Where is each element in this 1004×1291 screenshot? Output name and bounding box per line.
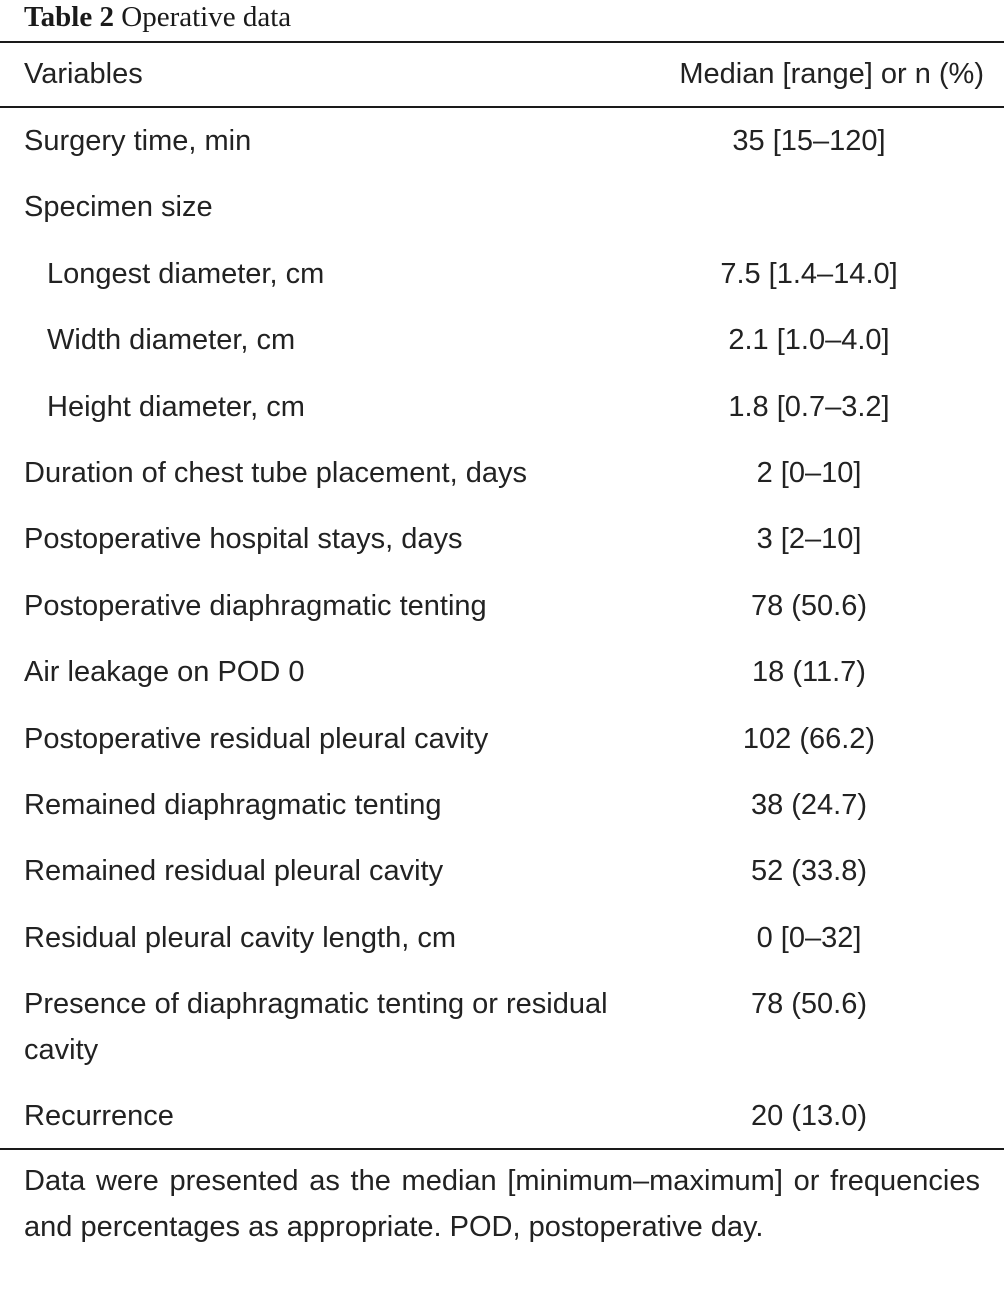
- table-footnote: Data were presented as the median [minimum–maximum] or frequencies and percentages as appropriate. POD, postoperative day.: [24, 1165, 980, 1243]
- table-row-postop-residual-cavity: [0, 706, 1004, 772]
- row-value: 2 [0–10]: [756, 456, 862, 489]
- table-header-row: [0, 43, 1004, 106]
- row-label: Postoperative hospital stays, days: [24, 523, 463, 556]
- table-caption-title: Operative data: [121, 1, 292, 33]
- column-header-median: Median [range] or n (%): [679, 58, 984, 90]
- row-label: Height diameter, cm: [47, 390, 305, 423]
- row-value: 3 [2–10]: [756, 523, 862, 556]
- row-value: 78 (50.6): [750, 988, 868, 1021]
- row-label: Air leakage on POD 0: [24, 656, 305, 689]
- row-value: 20 (13.0): [750, 1100, 868, 1133]
- table-body: [0, 108, 1004, 1149]
- row-value: 102 (66.2): [742, 722, 876, 755]
- row-value: 0 [0–32]: [756, 921, 862, 954]
- table-row-air-leakage: [0, 639, 1004, 705]
- row-label: Recurrence: [24, 1100, 174, 1133]
- table-row-remained-tenting: [0, 772, 1004, 838]
- row-label: Duration of chest tube placement, days: [24, 456, 527, 489]
- row-value: 78 (50.6): [750, 589, 868, 622]
- table-row-remained-residual-cavity: [0, 838, 1004, 904]
- table-row-hospital-stays: [0, 506, 1004, 572]
- row-label: Width diameter, cm: [47, 324, 296, 357]
- table-row-chest-tube-duration: [0, 440, 1004, 506]
- row-label: Specimen size: [24, 191, 213, 224]
- row-label: Postoperative residual pleural cavity: [24, 722, 489, 755]
- row-label: Remained diaphragmatic tenting: [24, 788, 442, 821]
- row-label: Residual pleural cavity length, cm: [24, 921, 456, 954]
- table-row-width-diameter: [0, 307, 1004, 373]
- row-value: 7.5 [1.4–14.0]: [720, 257, 898, 290]
- table-row-specimen-size: [0, 174, 1004, 240]
- table-row-surgery-time: [0, 108, 1004, 174]
- table-row-cavity-length: [0, 905, 1004, 971]
- row-value: 2.1 [1.0–4.0]: [728, 324, 890, 357]
- table-caption-label: Table 2: [24, 1, 114, 33]
- table-row-postop-tenting: [0, 573, 1004, 639]
- row-value: 52 (33.8): [750, 855, 868, 888]
- row-value: 1.8 [0.7–3.2]: [728, 390, 890, 423]
- row-value: 38 (24.7): [750, 788, 868, 821]
- row-label: Presence of diaphragmatic tenting or residual cavity: [24, 988, 608, 1067]
- row-value: 35 [15–120]: [732, 125, 886, 157]
- row-label: Longest diameter, cm: [47, 257, 325, 290]
- table-row-height-diameter: [0, 374, 1004, 440]
- table-caption: [24, 0, 291, 38]
- table-bottom-rule: [0, 1148, 1004, 1150]
- table-row-tenting-or-cavity: [0, 971, 1004, 1083]
- row-label: Remained residual pleural cavity: [24, 855, 444, 888]
- row-label: Surgery time, min: [24, 125, 252, 157]
- column-header-variables: Variables: [24, 58, 143, 90]
- row-label: Postoperative diaphragmatic tenting: [24, 589, 487, 622]
- table-row-recurrence: [0, 1083, 1004, 1149]
- table-row-longest-diameter: [0, 241, 1004, 307]
- row-value: 18 (11.7): [752, 656, 866, 689]
